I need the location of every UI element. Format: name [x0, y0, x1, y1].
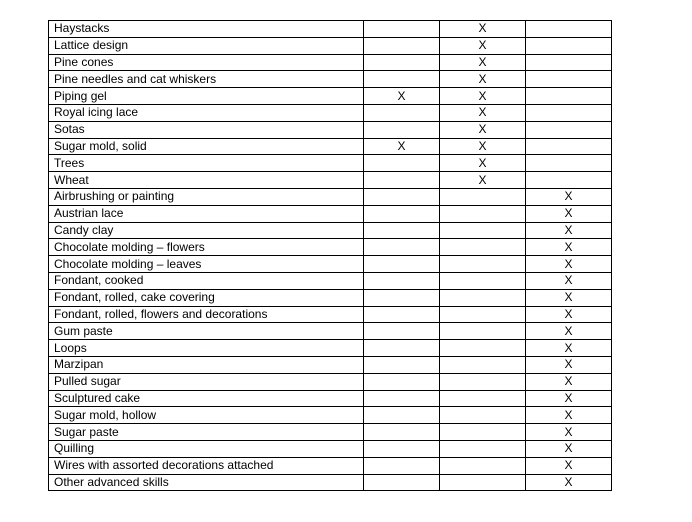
level-2-mark-cell — [440, 289, 526, 306]
level-2-mark-cell — [440, 474, 526, 491]
skill-name-cell: Sugar mold, hollow — [49, 407, 364, 424]
table-row — [49, 424, 612, 441]
skill-name-cell: Other advanced skills — [49, 474, 364, 491]
level-2-mark-cell — [440, 323, 526, 340]
level-3-mark-cell — [526, 21, 612, 38]
skills-table-body — [49, 21, 612, 491]
level-2-mark-cell — [440, 256, 526, 273]
level-2-mark-cell — [440, 239, 526, 256]
level-1-mark-cell — [364, 373, 440, 390]
level-1-mark-cell — [364, 205, 440, 222]
table-row — [49, 356, 612, 373]
level-2-mark-cell: X — [440, 21, 526, 38]
level-2-mark-cell — [440, 373, 526, 390]
level-2-mark-cell — [440, 356, 526, 373]
skill-name-cell: Gum paste — [49, 323, 364, 340]
level-2-mark-cell — [440, 390, 526, 407]
level-3-mark-cell: X — [526, 306, 612, 323]
table-row — [49, 121, 612, 138]
level-3-mark-cell: X — [526, 239, 612, 256]
level-1-mark-cell — [364, 121, 440, 138]
level-1-mark-cell — [364, 71, 440, 88]
level-3-mark-cell — [526, 172, 612, 189]
skill-name-cell: Sugar mold, solid — [49, 138, 364, 155]
level-1-mark-cell — [364, 172, 440, 189]
skill-name-cell: Loops — [49, 340, 364, 357]
level-3-mark-cell — [526, 37, 612, 54]
level-1-mark-cell — [364, 306, 440, 323]
level-1-mark-cell — [364, 272, 440, 289]
level-2-mark-cell: X — [440, 88, 526, 105]
level-3-mark-cell: X — [526, 390, 612, 407]
skill-name-cell: Fondant, rolled, cake covering — [49, 289, 364, 306]
skill-name-cell: Piping gel — [49, 88, 364, 105]
level-3-mark-cell — [526, 121, 612, 138]
level-2-mark-cell — [440, 440, 526, 457]
table-row — [49, 340, 612, 357]
table-row — [49, 222, 612, 239]
level-1-mark-cell: X — [364, 88, 440, 105]
level-3-mark-cell: X — [526, 356, 612, 373]
level-3-mark-cell: X — [526, 440, 612, 457]
level-1-mark-cell — [364, 390, 440, 407]
skill-name-cell: Haystacks — [49, 21, 364, 38]
level-1-mark-cell — [364, 239, 440, 256]
level-3-mark-cell: X — [526, 340, 612, 357]
level-2-mark-cell — [440, 205, 526, 222]
skill-name-cell: Pine cones — [49, 54, 364, 71]
level-1-mark-cell — [364, 155, 440, 172]
level-1-mark-cell — [364, 474, 440, 491]
level-3-mark-cell: X — [526, 272, 612, 289]
level-1-mark-cell — [364, 356, 440, 373]
level-3-mark-cell: X — [526, 373, 612, 390]
skill-name-cell: Austrian lace — [49, 205, 364, 222]
skill-name-cell: Wires with assorted decorations attached — [49, 457, 364, 474]
level-3-mark-cell: X — [526, 323, 612, 340]
level-3-mark-cell — [526, 138, 612, 155]
level-2-mark-cell — [440, 340, 526, 357]
table-row — [49, 289, 612, 306]
level-2-mark-cell: X — [440, 155, 526, 172]
level-1-mark-cell — [364, 104, 440, 121]
table-row — [49, 88, 612, 105]
level-1-mark-cell — [364, 222, 440, 239]
skill-name-cell: Pine needles and cat whiskers — [49, 71, 364, 88]
level-2-mark-cell — [440, 188, 526, 205]
level-1-mark-cell — [364, 289, 440, 306]
table-row — [49, 205, 612, 222]
skill-name-cell: Chocolate molding – leaves — [49, 256, 364, 273]
table-row — [49, 54, 612, 71]
level-1-mark-cell — [364, 407, 440, 424]
level-1-mark-cell — [364, 21, 440, 38]
skill-name-cell: Marzipan — [49, 356, 364, 373]
table-row — [49, 256, 612, 273]
skill-name-cell: Wheat — [49, 172, 364, 189]
level-1-mark-cell — [364, 457, 440, 474]
skill-name-cell: Fondant, cooked — [49, 272, 364, 289]
table-row — [49, 172, 612, 189]
level-1-mark-cell — [364, 37, 440, 54]
level-3-mark-cell — [526, 155, 612, 172]
level-3-mark-cell: X — [526, 188, 612, 205]
table-row — [49, 457, 612, 474]
level-1-mark-cell — [364, 424, 440, 441]
level-3-mark-cell — [526, 104, 612, 121]
level-1-mark-cell — [364, 54, 440, 71]
level-1-mark-cell — [364, 188, 440, 205]
level-1-mark-cell — [364, 323, 440, 340]
level-3-mark-cell — [526, 88, 612, 105]
level-2-mark-cell — [440, 407, 526, 424]
table-row — [49, 239, 612, 256]
level-1-mark-cell: X — [364, 138, 440, 155]
skill-name-cell: Sotas — [49, 121, 364, 138]
table-row — [49, 390, 612, 407]
table-row — [49, 155, 612, 172]
level-2-mark-cell: X — [440, 172, 526, 189]
level-3-mark-cell: X — [526, 222, 612, 239]
table-row — [49, 323, 612, 340]
level-3-mark-cell — [526, 54, 612, 71]
skill-name-cell: Pulled sugar — [49, 373, 364, 390]
skill-name-cell: Chocolate molding – flowers — [49, 239, 364, 256]
table-row — [49, 138, 612, 155]
level-2-mark-cell — [440, 222, 526, 239]
level-2-mark-cell — [440, 424, 526, 441]
table-row — [49, 474, 612, 491]
table-row — [49, 407, 612, 424]
table-row — [49, 373, 612, 390]
level-2-mark-cell: X — [440, 104, 526, 121]
table-row — [49, 440, 612, 457]
level-2-mark-cell: X — [440, 71, 526, 88]
level-3-mark-cell: X — [526, 289, 612, 306]
level-2-mark-cell — [440, 272, 526, 289]
table-row — [49, 188, 612, 205]
level-2-mark-cell: X — [440, 54, 526, 71]
skill-name-cell: Lattice design — [49, 37, 364, 54]
skills-table — [48, 20, 612, 491]
level-2-mark-cell — [440, 306, 526, 323]
table-row — [49, 104, 612, 121]
level-2-mark-cell: X — [440, 121, 526, 138]
skill-name-cell: Sculptured cake — [49, 390, 364, 407]
level-2-mark-cell: X — [440, 37, 526, 54]
skill-name-cell: Fondant, rolled, flowers and decorations — [49, 306, 364, 323]
level-3-mark-cell: X — [526, 457, 612, 474]
table-row — [49, 71, 612, 88]
level-3-mark-cell: X — [526, 407, 612, 424]
skill-name-cell: Trees — [49, 155, 364, 172]
table-row — [49, 306, 612, 323]
table-row — [49, 37, 612, 54]
skill-name-cell: Sugar paste — [49, 424, 364, 441]
skill-name-cell: Candy clay — [49, 222, 364, 239]
level-3-mark-cell: X — [526, 474, 612, 491]
level-1-mark-cell — [364, 340, 440, 357]
skill-name-cell: Royal icing lace — [49, 104, 364, 121]
skill-name-cell: Quilling — [49, 440, 364, 457]
level-1-mark-cell — [364, 256, 440, 273]
skill-name-cell: Airbrushing or painting — [49, 188, 364, 205]
level-3-mark-cell — [526, 71, 612, 88]
table-row — [49, 21, 612, 38]
table-row — [49, 272, 612, 289]
level-3-mark-cell: X — [526, 205, 612, 222]
level-2-mark-cell: X — [440, 138, 526, 155]
level-2-mark-cell — [440, 457, 526, 474]
level-3-mark-cell: X — [526, 256, 612, 273]
level-3-mark-cell: X — [526, 424, 612, 441]
level-1-mark-cell — [364, 440, 440, 457]
